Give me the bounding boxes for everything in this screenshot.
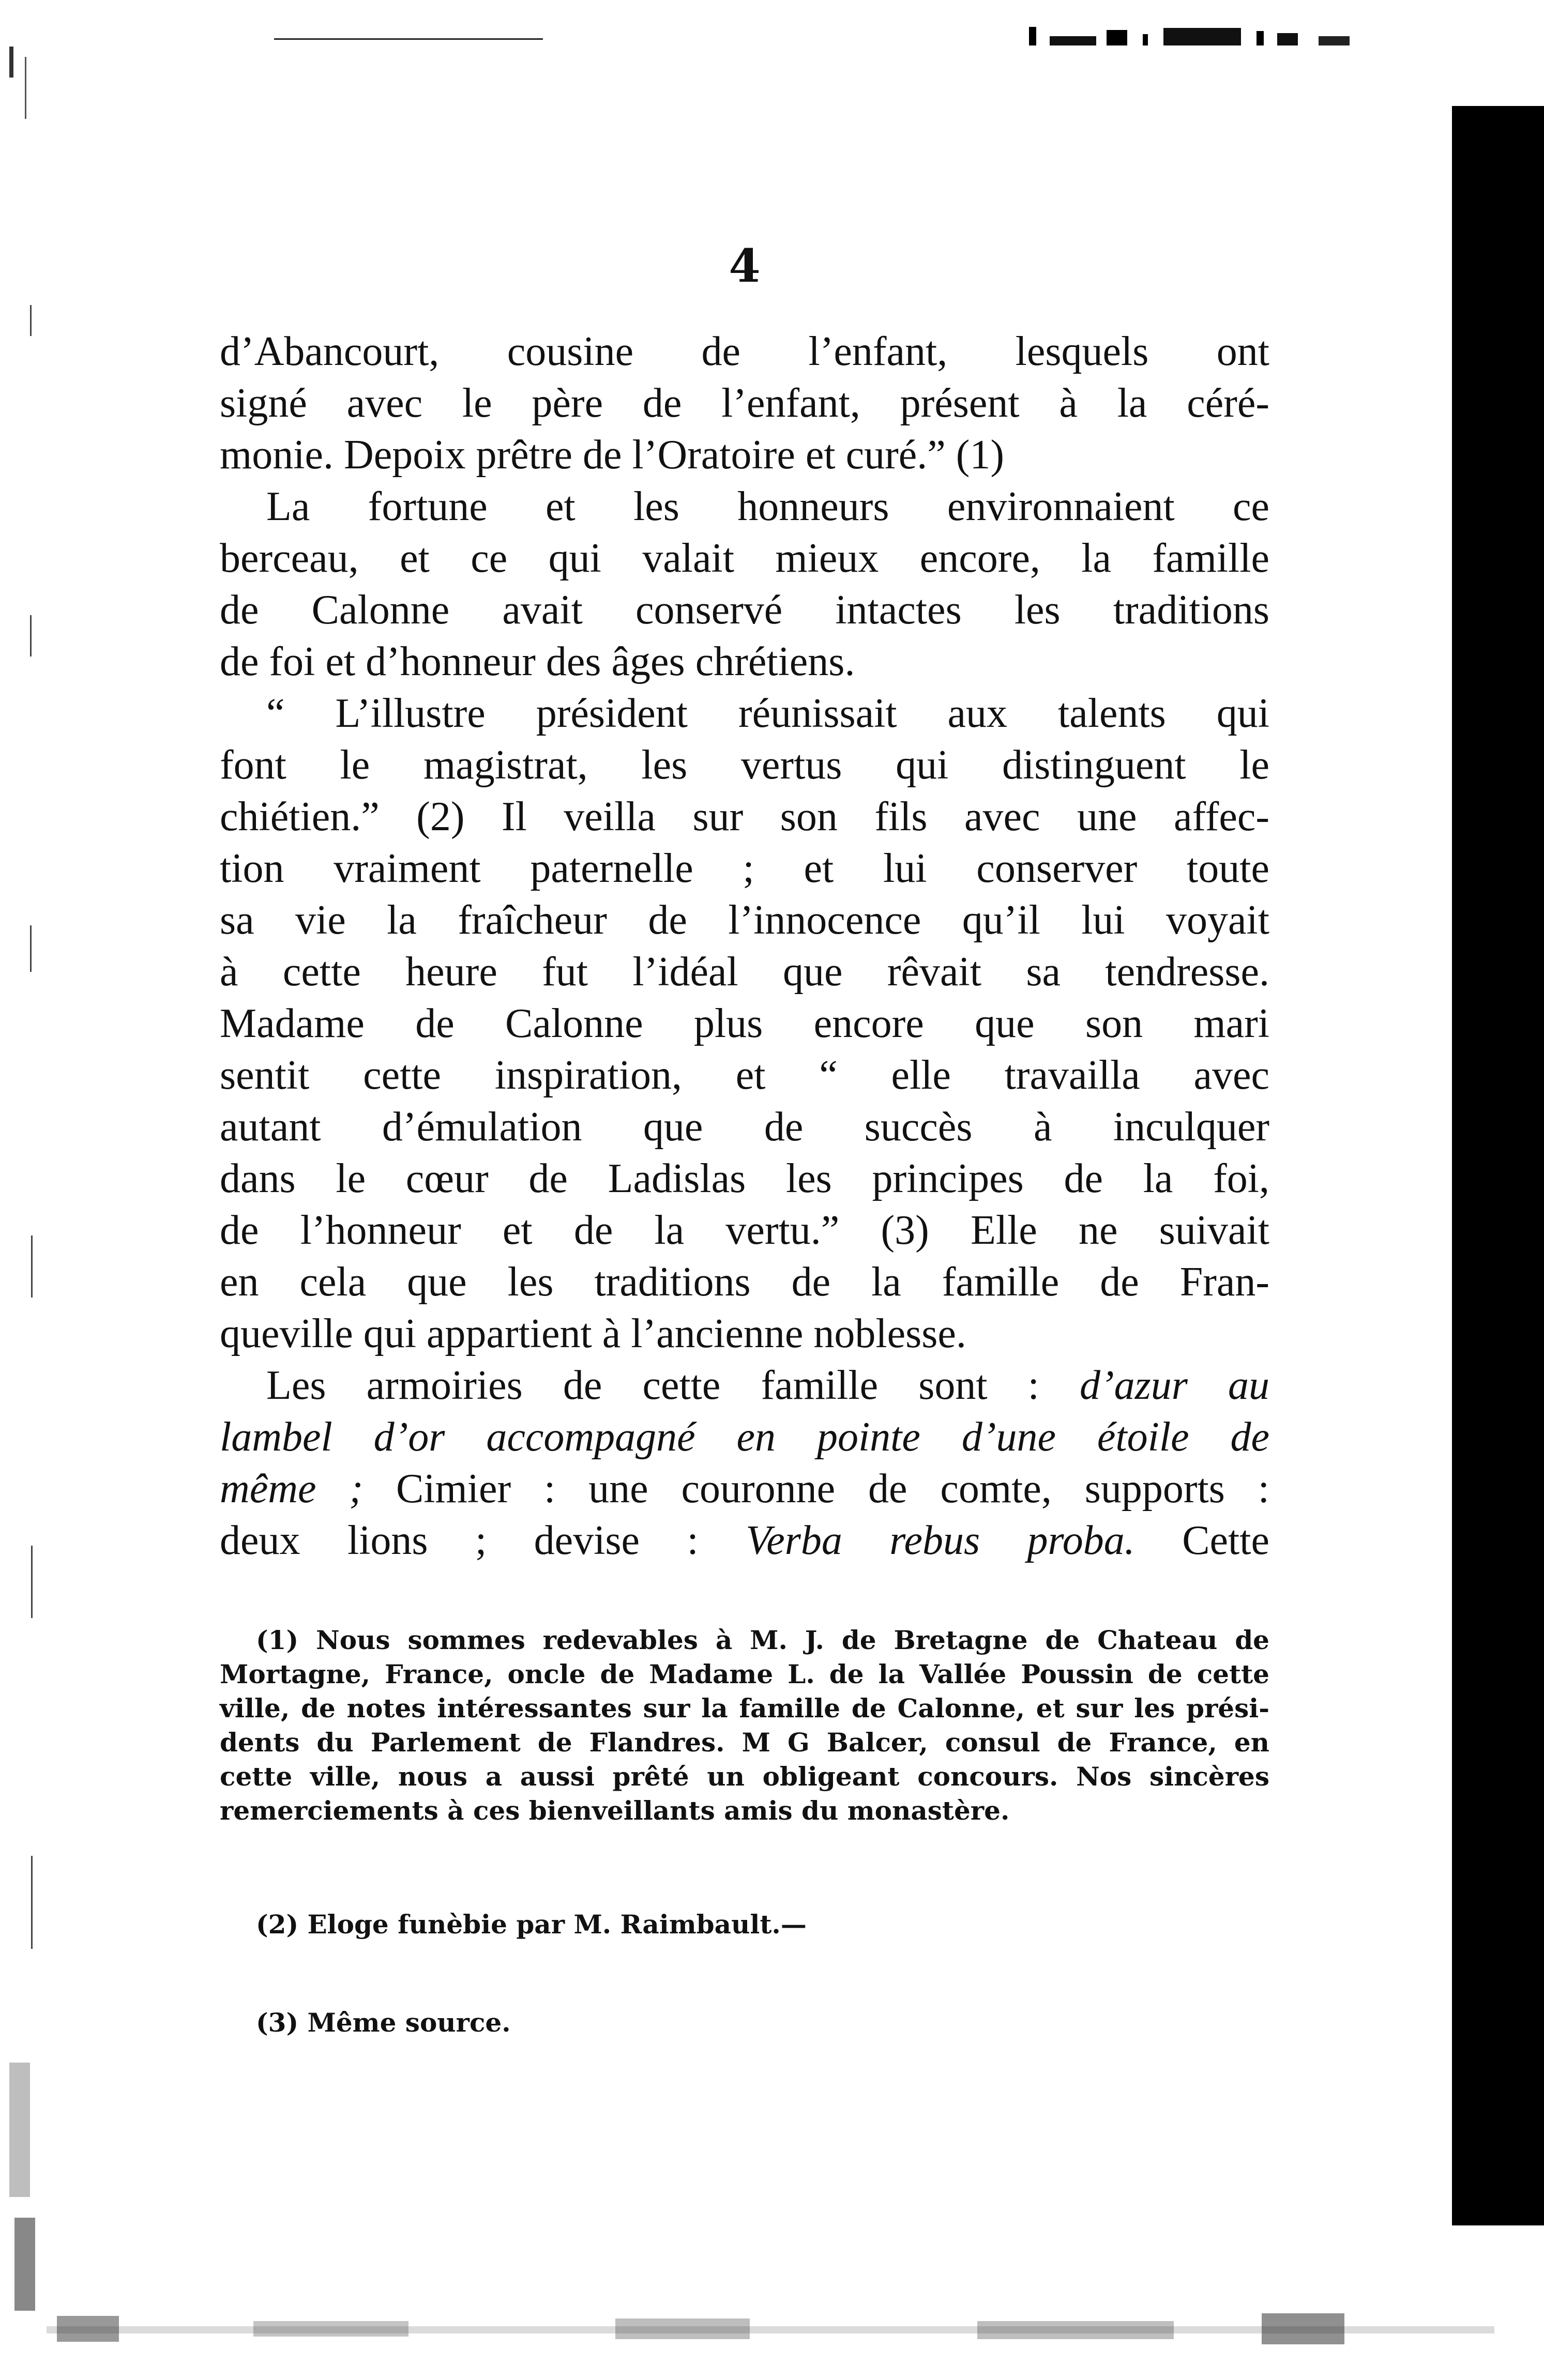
body-line: d’Abancourt, cousine de l’enfant, lesquels ont (220, 329, 1269, 374)
body-line: sentit cette inspiration, et “ elle travailla avec (220, 1052, 1269, 1098)
body-line: chiétien.” (2) Il veilla sur son fils avec une affec- (220, 794, 1269, 840)
body-line: sa vie la fraîcheur de l’innocence qu’il lui voyait (220, 897, 1269, 943)
body-line: Madame de Calonne plus encore que son mari (220, 1001, 1269, 1046)
body-line: de foi et d’honneur des âges chrétiens. (220, 639, 855, 684)
armoiries-line (220, 1463, 1269, 1515)
body-line: monie. Depoix prêtre de l’Oratoire et curé.” (1) (220, 432, 1005, 478)
armoiries-blazon: d’azur au (1080, 1363, 1270, 1408)
body-line: autant d’émulation que de succès à inculquer (220, 1104, 1269, 1150)
scan-edge-shadow (1452, 106, 1544, 2225)
footnote-1 (220, 1623, 1269, 1828)
body-line: signé avec le père de l’enfant, présent à la céré- (220, 380, 1269, 426)
body-text (220, 326, 1269, 1566)
body-line: La fortune et les honneurs environnaient ce (266, 484, 1269, 529)
top-rule-artifact (274, 38, 543, 40)
body-line: en cela que les traditions de la famille de Fran- (220, 1259, 1269, 1305)
top-ink-marks (1029, 25, 1386, 47)
body-line: de l’honneur et de la vertu.” (3) Elle ne suivait (220, 1208, 1269, 1253)
footnote-line: ville, de notes intéressantes sur la famille de Calonne, et sur les prési- (220, 1693, 1269, 1723)
footnote-line: Mortagne, France, oncle de Madame L. de la Vallée Poussin de cette (220, 1659, 1269, 1689)
armoiries-blazon-end: même ; (220, 1466, 364, 1512)
footnote-3: (3) Même source. (256, 2007, 511, 2038)
body-line: queville qui appartient à l’ancienne noblesse. (220, 1311, 966, 1356)
armoiries-devise: Verba rebus proba. (746, 1518, 1135, 1563)
armoiries-cimier: Cimier : une couronne de comte, supports : (363, 1466, 1269, 1512)
body-line: berceau, et ce qui valait mieux encore, la famille (220, 536, 1269, 581)
footnote-line: dents du Parlement de Flandres. M G Balcer, consul de France, en (220, 1727, 1269, 1758)
body-line: à cette heure fut l’idéal que rêvait sa tendresse. (220, 949, 1269, 995)
body-line: dans le cœur de Ladislas les principes de la foi, (220, 1156, 1269, 1201)
armoiries-line (220, 1515, 1269, 1566)
body-line: tion vraiment paternelle ; et lui conserver toute (220, 846, 1269, 891)
left-edge-speckle (4, 47, 40, 2321)
bottom-edge-noise (47, 2311, 1494, 2357)
body-line: de Calonne avait conservé intactes les traditions (220, 587, 1269, 633)
armoiries-lead: Les armoiries de cette famille sont : (266, 1363, 1080, 1408)
body-line: font le magistrat, les vertus qui distinguent le (220, 742, 1269, 788)
body-line: “ L’illustre président réunissait aux talents qui (266, 691, 1269, 736)
footnote-line: remerciements à ces bienveillants amis du monastère. (220, 1795, 1010, 1826)
armoiries-tail: Cette (1134, 1518, 1270, 1563)
footnote-line: cette ville, nous a aussi prêté un obligeant concours. Nos sincères (220, 1761, 1269, 1792)
armoiries-line: lambel d’or accompagné en pointe d’une étoile de (220, 1414, 1269, 1460)
footnote-2: (2) Eloge funèbie par M. Raimbault.— (256, 1909, 807, 1940)
page-number: 4 (729, 239, 761, 293)
armoiries-line (220, 1360, 1269, 1411)
armoiries-devise-lead: deux lions ; devise : (220, 1518, 746, 1563)
footnote-line: (1) Nous sommes redevables à M. J. de Bretagne de Chateau de (256, 1625, 1269, 1655)
